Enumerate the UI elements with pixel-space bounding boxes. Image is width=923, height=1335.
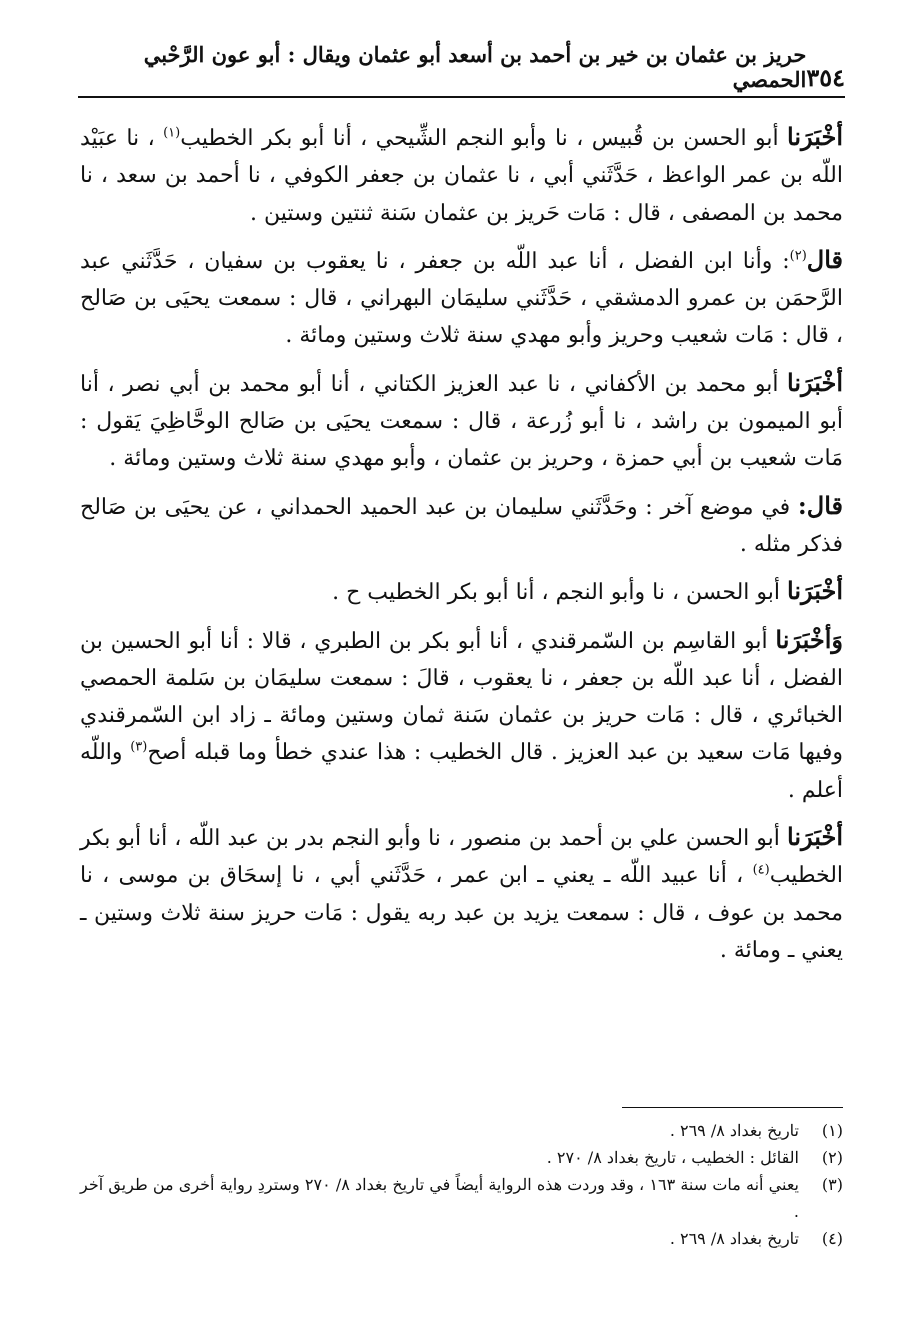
paragraph [80, 241, 843, 355]
paragraph-text-continued: واللّه أعلم . [80, 740, 843, 803]
paragraph [80, 572, 843, 611]
footnote-ref[interactable]: (٢) [789, 248, 807, 264]
paragraph-text: أبو القاسِم بن السّمرقندي ، أنا أبو بكر بن الطبري ، قالا : أنا أبو الحسين بن الفضل ، أنا عبد اللّه بن جعفر ، نا يعقوب ، قالَ : سمعت سليمَان بن سَلمة الحمصي الخبائري ، قال : مَات حريز بن عثمان سَنة ثمان وستين ومائة ـ زاد ابن السّمرقندي وفيها مَات سعيد بن عبد العزيز . قال الخطيب : هذا عندي خطأ وما قبله أصح [80, 628, 843, 766]
footnote-number: (٢) [821, 1148, 843, 1167]
footnote-text: القائل : الخطيب ، تاريخ بغداد ٨/ ٢٧٠ . [546, 1148, 799, 1167]
footnote [80, 1117, 843, 1144]
footnote [80, 1171, 843, 1225]
page-header [78, 42, 845, 98]
footnote-ref[interactable]: (١) [163, 125, 181, 141]
footnote-text: تاريخ بغداد ٨/ ٢٦٩ . [669, 1229, 799, 1248]
footnote [80, 1144, 843, 1171]
running-title: حريز بن عثمان بن خير بن أحمد بن أسعد أبو عثمان ويقال : أبو عون الرَّحْبي الحمصي [143, 42, 807, 92]
footnote-text: يعني أنه مات سنة ١٦٣ ، وقد وردت هذه الرواية أيضاً في تاريخ بغداد ٨/ ٢٧٠ وستردِ رواية أخرى من طريق آخر . [80, 1175, 799, 1221]
paragraph-keyword: أخْبَرَنا [787, 576, 843, 606]
paragraph-keyword: أخْبَرَنا [787, 822, 844, 852]
footnotes [80, 1117, 843, 1252]
footnote-text: تاريخ بغداد ٨/ ٢٦٩ . [669, 1121, 799, 1140]
paragraph [80, 364, 843, 478]
paragraph-text-continued: : وأنا ابن الفضل ، أنا عبد اللّه بن جعفر ، نا يعقوب بن سفيان ، حَدَّثَني عبد الرَّحمَن بن عمرو الدمشقي ، حَدَّثَني سليمَان البهراني ، قال : سمعت يحيَى بن صَالح ، قال : مَات شعيب وحريز وأبو مهدي سنة ثلاث وستين ومائة . [80, 248, 843, 349]
footnote-number: (٣) [821, 1175, 843, 1194]
paragraph-text: في موضع آخر : وحَدَّثَني سليمان بن عبد الحميد الحمداني ، عن يحيَى بن صَالح فذكر مثله . [80, 494, 843, 557]
paragraph-keyword: أخْبَرَنا [787, 122, 843, 151]
main-text [80, 118, 843, 978]
footnote-ref[interactable]: (٣) [130, 740, 148, 756]
page-number: ٣٥٤ [806, 63, 845, 92]
paragraph-text: أبو الحسن بن قُبيس ، نا وأبو النجم الشِّيحي ، أنا أبو بكر الخطيب [180, 126, 788, 151]
footnote [80, 1225, 843, 1252]
paragraph-text: أبو الحسن ، نا وأبو النجم ، أنا أبو بكر الخطيب ح . [332, 580, 788, 606]
paragraph-keyword: أخْبَرَنا [787, 367, 843, 397]
footnote-number: (٤) [821, 1229, 843, 1248]
paragraph-text-continued: ، أنا عبيد اللّه ـ يعني ـ ابن عمر ، حَدَّثَني أبي ، نا إسحَاق بن موسى ، نا محمد بن عوف ، قال : سمعت يزيد بن عبد ربه يقول : مَات حريز سنة ثلاث وستين ـ يعني ـ ومائة . [80, 863, 843, 963]
paragraph [80, 118, 843, 232]
footnote-separator [622, 1107, 843, 1108]
footnote-number: (١) [821, 1121, 843, 1140]
paragraph [80, 487, 843, 564]
paragraph-keyword: قال [806, 244, 843, 274]
paragraph-text: أبو الحسن علي بن أحمد بن منصور ، نا وأبو النجم بدر بن عبد اللّه ، أنا أبو بكر الخطيب [80, 826, 844, 889]
footnote-ref[interactable]: (٤) [752, 863, 770, 879]
paragraph-text: أبو محمد بن الأكفاني ، نا عبد العزيز الكتاني ، أنا أبو محمد بن أبي نصر ، أنا أبو الميمون بن راشد ، نا أبو زُرعة ، قال : سمعت يحيَى بن صَالح الوحَّاظِيَ يَقول : مَات شعيب بن أبي حمزة ، وحريز بن عثمان ، وأبو مهدي سنة ثلاث وستين ومائة . [80, 371, 843, 472]
paragraph-keyword: وَأخْبَرَنا [775, 624, 843, 654]
paragraph-keyword: قال: [797, 490, 844, 520]
paragraph [80, 621, 843, 809]
paragraph-text-continued: ، نا عبَيْد اللّه بن عمر الواعظ ، حَدَّثَني أبي ، نا عثمان بن جعفر الكوفي ، نا أحمد بن سعد ، نا محمد بن المصفى ، قال : مَات حَريز بن عثمان سَنة ثنتين وستين . [80, 126, 843, 226]
paragraph [80, 818, 843, 969]
